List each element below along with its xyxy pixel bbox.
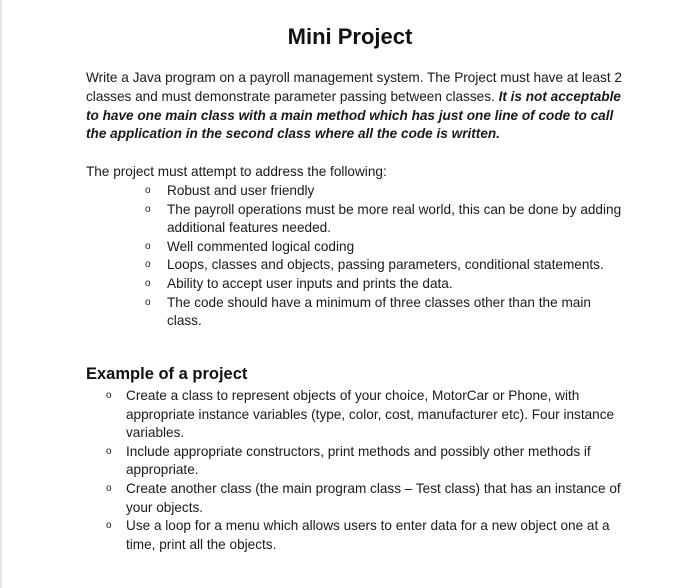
list-item-text: The code should have a minimum of three classes other than the main class. [167, 294, 591, 329]
example-heading: Example of a project [86, 365, 248, 383]
intro-emphasis-text: It is not acceptable to have one main class with a main method which has just one line of code to call the application in the second class where all the code is written. [86, 88, 621, 142]
circle-bullet-icon: o [106, 482, 112, 494]
list-item [106, 387, 626, 443]
list-item [145, 201, 627, 238]
list-item-text: Use a loop for a menu which allows users to enter data for a new object one at a time, print all the objects. [126, 518, 610, 552]
list-item-text: Robust and user friendly [167, 183, 315, 198]
list-item-text: Loops, classes and objects, passing parameters, conditional statements. [167, 257, 604, 273]
list-item [145, 256, 627, 275]
page-edge [0, 0, 2, 588]
list-item [106, 480, 626, 517]
circle-bullet-icon: o [106, 520, 112, 532]
circle-bullet-icon: o [106, 390, 112, 401]
circle-bullet-icon: o [145, 296, 151, 308]
list-item-text: Ability to accept user inputs and prints the data. [167, 275, 453, 291]
list-item [106, 517, 626, 554]
list-item [106, 443, 626, 480]
list-item-text: The payroll operations must be more real world, this can be done by adding additional features needed. [167, 201, 622, 236]
list-item-text: Create another class (the main program class – Test class) that has an instance of your objects. [126, 480, 621, 515]
example-list [106, 387, 626, 554]
circle-bullet-icon: o [145, 277, 151, 289]
intro-plain-text: Write a Java program on a payroll management system. The Project must have at least 2 classes and must demonstrate parameter passing between classes. [86, 70, 622, 104]
page-title: Mini Project [287, 24, 413, 49]
list-item [145, 294, 627, 331]
intro-paragraph [86, 69, 626, 144]
requirements-label: The project must attempt to address the following: [86, 164, 387, 179]
list-item [145, 238, 627, 257]
list-item-text: Create a class to represent objects of your choice, MotorCar or Phone, with appropriate instance variables (type, color, cost, manufacturer etc). Four instance variables. [126, 388, 615, 441]
circle-bullet-icon: o [145, 203, 151, 215]
requirements-list [145, 182, 627, 331]
circle-bullet-icon: o [106, 445, 112, 457]
list-item-text: Well commented logical coding [167, 238, 355, 254]
list-item [145, 275, 627, 294]
circle-bullet-icon: o [145, 259, 151, 271]
list-item [145, 182, 627, 201]
circle-bullet-icon: o [145, 185, 151, 196]
circle-bullet-icon: o [145, 240, 151, 252]
list-item-text: Include appropriate constructors, print methods and possibly other methods if appropriate. [126, 443, 591, 478]
